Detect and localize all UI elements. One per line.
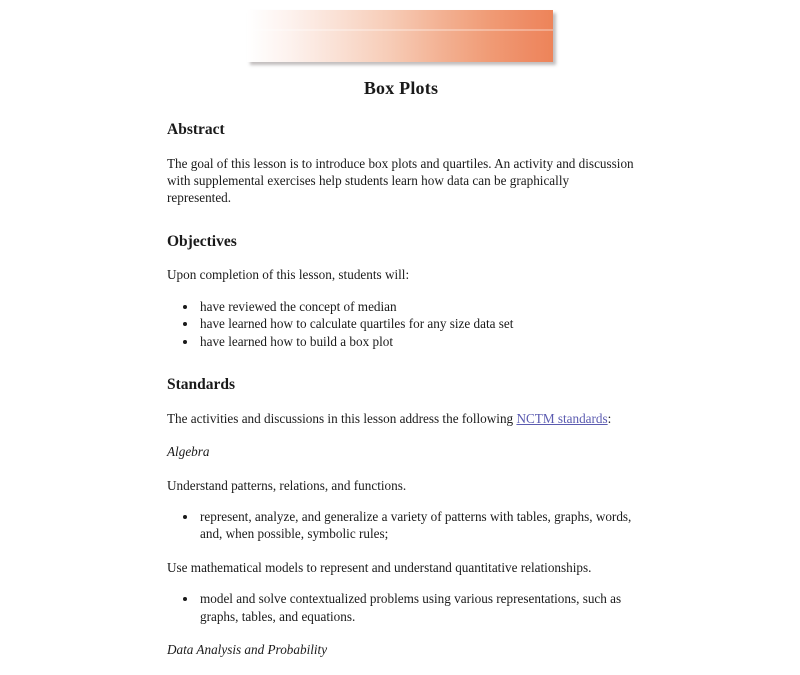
list-item: • have reviewed the concept of median xyxy=(198,298,635,315)
section-heading-objectives: Objectives xyxy=(167,232,237,250)
algebra-list-2 xyxy=(167,590,635,625)
gradient-banner-image xyxy=(247,10,553,62)
section-heading-standards: Standards xyxy=(167,376,236,394)
objectives-list xyxy=(167,298,635,350)
algebra-paragraph-1: Understand patterns, relations, and functions. xyxy=(167,477,407,493)
nctm-standards-link[interactable]: NCTM standards xyxy=(516,410,608,426)
standards-intro-text-before: The activities and discussions in this lesson address the following xyxy=(167,410,517,426)
subheading-algebra: Algebra xyxy=(167,444,210,460)
objectives-intro: Upon completion of this lesson, students will: xyxy=(167,267,410,283)
list-item: • model and solve contextualized problems using various representations, such as graphs, tables, and equations. xyxy=(198,590,635,625)
algebra-list-1 xyxy=(167,508,635,543)
document-body xyxy=(167,78,635,675)
subheading-data-analysis-probability: Data Analysis and Probability xyxy=(167,642,328,658)
list-item: • represent, analyze, and generalize a variety of patterns with tables, graphs, words, and, when possible, symbolic rules; xyxy=(198,508,635,543)
list-item: • have learned how to calculate quartiles for any size data set xyxy=(198,315,635,332)
standards-intro-text-after: : xyxy=(607,410,612,426)
section-heading-abstract: Abstract xyxy=(167,121,225,138)
abstract-paragraph: The goal of this lesson is to introduce box plots and quartiles. An activity and discussion with supplemental exercises help students learn how data can be graphically represented. xyxy=(167,155,634,206)
page-banner xyxy=(247,10,553,62)
list-item: • have learned how to build a box plot xyxy=(198,333,635,350)
algebra-paragraph-2: Use mathematical models to represent and understand quantitative relationships. xyxy=(167,559,592,575)
standards-intro-paragraph xyxy=(167,410,635,427)
page-title: Box Plots xyxy=(363,78,439,98)
